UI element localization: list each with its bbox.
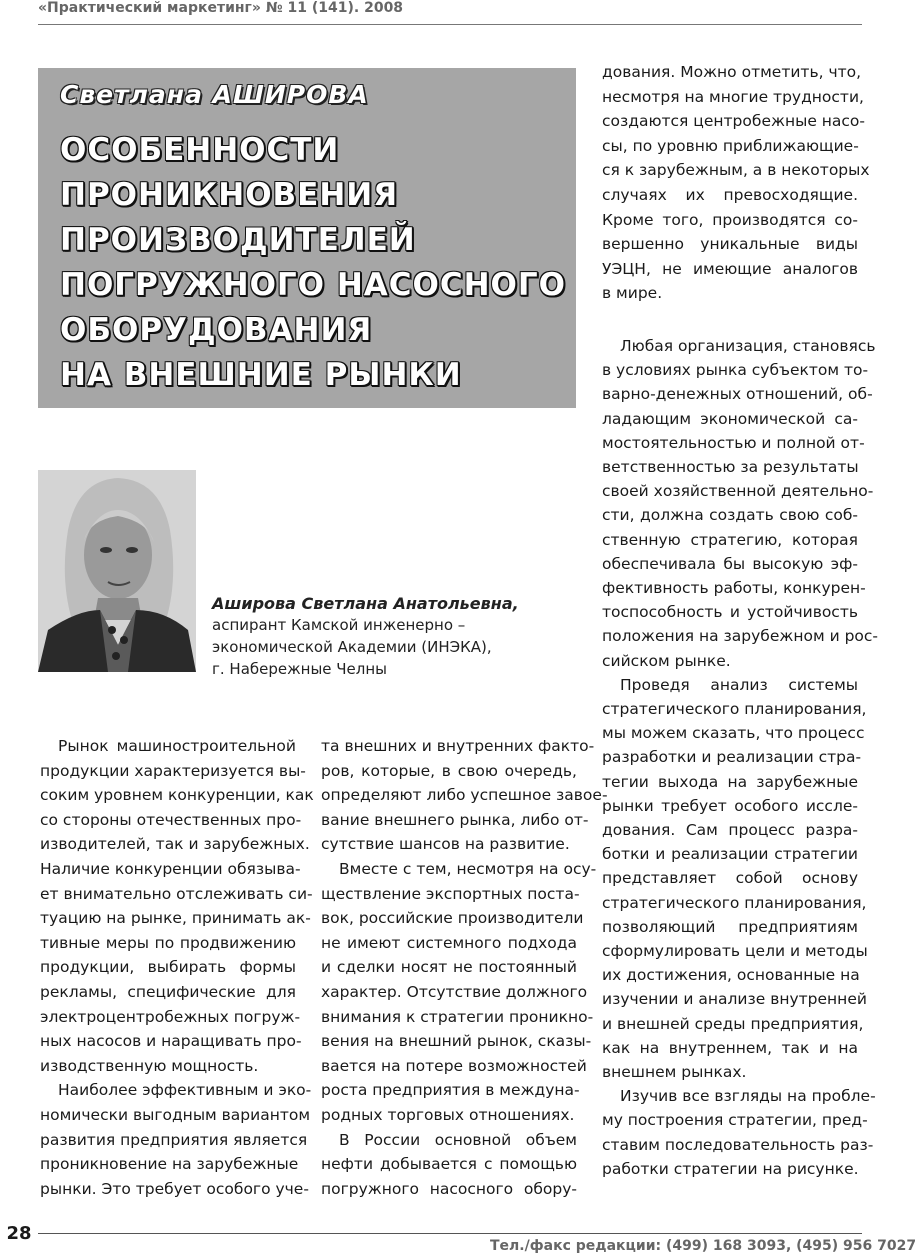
text-line: ботки и реализации стратегии bbox=[602, 845, 858, 864]
journal-header: «Практический маркетинг» № 11 (141). 2008 bbox=[38, 0, 404, 16]
text-line: тегии выхода на зарубежные bbox=[602, 772, 858, 791]
text-line: ров, которые, в свою очередь, bbox=[321, 761, 577, 780]
text-line: не имеют системного подхода bbox=[321, 933, 577, 952]
text-line: родных торговых отношениях. bbox=[321, 1106, 575, 1124]
text-line: нефти добывается с помощью bbox=[321, 1155, 577, 1174]
text-line: работки стратегии на рисунке. bbox=[602, 1159, 859, 1178]
text-line: туацию на рынке, принимать ак- bbox=[40, 909, 311, 928]
text-line: фективность работы, конкурен- bbox=[602, 579, 866, 597]
text-line: сти, должна создать свою соб- bbox=[602, 506, 858, 525]
text-line: своей хозяйственной деятельно- bbox=[602, 482, 874, 501]
text-line: со стороны отечественных про- bbox=[40, 810, 302, 829]
author-name: Светлана АШИРОВА bbox=[60, 80, 369, 109]
text-line: сийском рынке. bbox=[602, 651, 731, 670]
title-line: ПОГРУЖНОГО НАСОСНОГО bbox=[60, 267, 567, 303]
text-line: внешнем рынках. bbox=[602, 1063, 747, 1081]
text-line: вершенно уникальные виды bbox=[602, 235, 858, 254]
text-line: сы, по уровню приближающие- bbox=[602, 136, 859, 155]
text-line: УЭЦН, не имеющие аналогов bbox=[602, 259, 858, 278]
text-line: Вместе с тем, несмотря на осу- bbox=[339, 860, 597, 878]
text-line: соким уровнем конкуренции, как bbox=[40, 786, 314, 805]
text-line: В России основной объем bbox=[339, 1130, 577, 1149]
text-line: рынки требует особого иссле- bbox=[602, 796, 858, 815]
text-line: ственную стратегию, которая bbox=[602, 530, 858, 549]
text-line: определяют либо успешное завое- bbox=[321, 786, 608, 805]
text-line: ветственностью за результаты bbox=[602, 458, 859, 476]
text-line: Любая организация, становясь bbox=[620, 337, 876, 355]
editorial-contacts: Тел./факс редакции: (499) 168 3093, (495) 956 7027 bbox=[490, 1238, 916, 1254]
text-line: вается на потере возможностей bbox=[321, 1056, 587, 1075]
text-line: рекламы, специфические для bbox=[40, 983, 296, 1001]
author-photo bbox=[38, 470, 196, 672]
text-line: в мире. bbox=[602, 284, 663, 303]
text-line: ет внимательно отслеживать си- bbox=[40, 884, 313, 903]
text-line: положения на зарубежном и рос- bbox=[602, 627, 879, 646]
text-line: сформулировать цели и методы bbox=[602, 942, 868, 960]
text-line: дования. Сам процесс разра- bbox=[602, 821, 858, 839]
text-line: тоспособность и устойчивость bbox=[602, 603, 858, 622]
text-line: вения на внешний рынок, сказы- bbox=[321, 1032, 592, 1051]
text-line: внимания к стратегии проникно- bbox=[321, 1007, 594, 1026]
text-line: стратегического планирования, bbox=[602, 893, 867, 912]
text-line: несмотря на многие трудности, bbox=[602, 87, 864, 106]
text-line: Проведя анализ системы bbox=[620, 675, 858, 694]
text-line: развития предприятия является bbox=[40, 1130, 308, 1149]
text-line: дования. Можно отметить, что, bbox=[602, 63, 862, 81]
page-number: 28 bbox=[0, 1219, 38, 1249]
text-line: и сделки носят не постоянный bbox=[321, 958, 577, 977]
text-line: ладающим экономической са- bbox=[602, 409, 858, 428]
text-line: сутствие шансов на развитие. bbox=[321, 835, 570, 854]
text-line: характер. Отсутствие должного bbox=[321, 983, 588, 1001]
text-line: Наличие конкуренции обязыва- bbox=[40, 860, 301, 878]
text-line: в условиях рынка субъектом то- bbox=[602, 361, 869, 380]
footer-rule bbox=[38, 1233, 862, 1234]
text-line: погружного насосного обору- bbox=[321, 1179, 577, 1198]
text-line: разработки и реализации стра- bbox=[602, 748, 862, 767]
text-line: представляет собой основу bbox=[602, 869, 858, 888]
text-line: стратегического планирования, bbox=[602, 700, 867, 718]
text-line: ся к зарубежным, а в некоторых bbox=[602, 161, 870, 180]
text-line: как на внутреннем, так и на bbox=[602, 1038, 858, 1057]
text-line: варно-денежных отношений, об- bbox=[602, 385, 873, 404]
text-line: мы можем сказать, что процесс bbox=[602, 724, 865, 743]
text-line: ществление экспортных поста- bbox=[321, 884, 580, 903]
text-line: изучении и анализе внутренней bbox=[602, 990, 867, 1009]
text-line: номически выгодным вариантом bbox=[40, 1106, 311, 1124]
text-line: обеспечивала бы высокую эф- bbox=[602, 554, 858, 573]
text-line: создаются центробежные насо- bbox=[602, 112, 866, 131]
caption-author-name: Аширова Светлана Анатольевна, bbox=[212, 594, 519, 613]
text-line: случаях их превосходящие. bbox=[602, 186, 858, 204]
text-line: вок, российские производители bbox=[321, 909, 584, 928]
title-line: ОБОРУДОВАНИЯ bbox=[60, 312, 373, 348]
caption-line-1: аспирант Камской инженерно – bbox=[212, 616, 466, 634]
text-line: ставим последовательность раз- bbox=[602, 1135, 874, 1154]
text-line: та внешних и внутренних факто- bbox=[321, 737, 595, 755]
text-line: тивные меры по продвижению bbox=[40, 933, 296, 952]
title-line: ОСОБЕННОСТИ bbox=[60, 132, 340, 168]
text-line: му построения стратегии, пред- bbox=[602, 1111, 868, 1130]
text-line: роста предприятия в междуна- bbox=[321, 1081, 580, 1100]
text-line: продукции, выбирать формы bbox=[40, 958, 296, 977]
text-line: позволяющий предприятиям bbox=[602, 917, 858, 936]
text-line: изводственную мощность. bbox=[40, 1056, 259, 1075]
text-line: мостоятельностью и полной от- bbox=[602, 433, 865, 452]
text-line: вание внешнего рынка, либо от- bbox=[321, 810, 589, 829]
text-line: Рынок машиностроительной bbox=[58, 737, 296, 755]
portrait-image bbox=[38, 470, 196, 672]
title-line: ПРОИЗВОДИТЕЛЕЙ bbox=[60, 222, 416, 258]
text-line: и внешней среды предприятия, bbox=[602, 1014, 864, 1033]
text-line: Наиболее эффективным и эко- bbox=[58, 1081, 312, 1100]
caption-line-2: экономической Академии (ИНЭКА), bbox=[212, 638, 492, 656]
text-line: изводителей, так и зарубежных. bbox=[40, 835, 310, 854]
text-line: электроцентробежных погруж- bbox=[40, 1007, 301, 1026]
text-line: Кроме того, производятся со- bbox=[602, 210, 858, 229]
text-line: ных насосов и наращивать про- bbox=[40, 1032, 302, 1051]
text-line: проникновение на зарубежные bbox=[40, 1155, 299, 1174]
text-line: Изучив все взгляды на пробле- bbox=[620, 1087, 876, 1106]
title-line: НА ВНЕШНИЕ РЫНКИ bbox=[60, 357, 462, 393]
text-line: рынки. Это требует особого уче- bbox=[40, 1179, 309, 1198]
title-line: ПРОНИКНОВЕНИЯ bbox=[60, 177, 399, 213]
text-line: продукции характеризуется вы- bbox=[40, 761, 306, 780]
caption-line-3: г. Набережные Челны bbox=[212, 660, 388, 678]
text-line: их достижения, основанные на bbox=[602, 966, 860, 985]
